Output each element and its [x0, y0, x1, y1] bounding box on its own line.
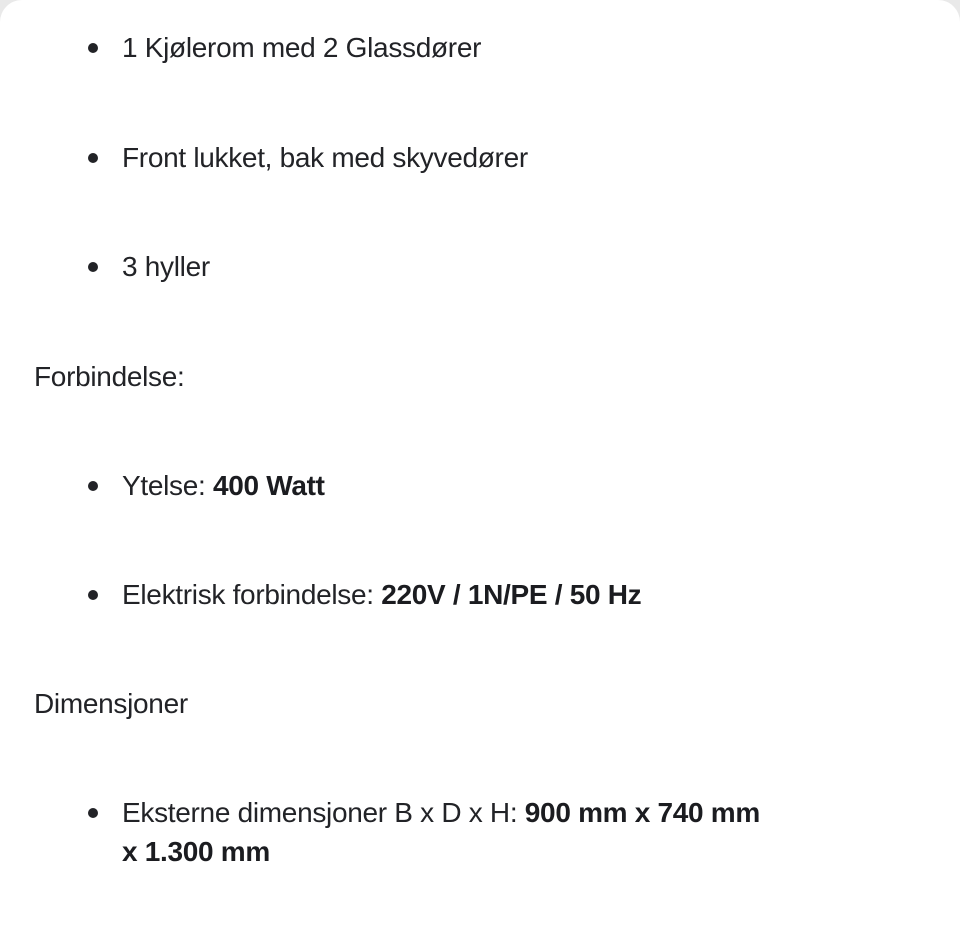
bullet-icon: [88, 590, 98, 600]
spec-value: 400 Watt: [212, 470, 325, 501]
spec-label: Elektrisk forbindelse:: [122, 579, 382, 610]
spec-item-electrical: [122, 575, 641, 615]
bullet-icon: [88, 153, 98, 163]
bullet-icon: [88, 262, 98, 272]
spec-label: Eksterne dimensjoner B x D x H:: [122, 797, 525, 828]
feature-item: Front lukket, bak med skyvedører: [122, 142, 528, 173]
section-heading-connection: Forbindelse:: [34, 361, 185, 392]
feature-item: 3 hyller: [122, 251, 210, 282]
section-heading-dimensions: Dimensjoner: [34, 688, 188, 719]
spec-value: x 1.300 mm: [122, 836, 270, 867]
spec-item-dimensions: [122, 793, 760, 833]
bullet-icon: [88, 481, 98, 491]
spec-label: Ytelse:: [122, 470, 213, 501]
spec-value: 220V / 1N/PE / 50 Hz: [381, 579, 642, 610]
spec-value: 900 mm x 740 mm: [524, 797, 760, 828]
spec-item-power: [122, 466, 325, 506]
spec-item-dimensions-cont: [122, 832, 270, 872]
feature-item: 1 Kjølerom med 2 Glassdører: [122, 32, 482, 63]
bullet-icon: [88, 808, 98, 818]
bullet-icon: [88, 43, 98, 53]
